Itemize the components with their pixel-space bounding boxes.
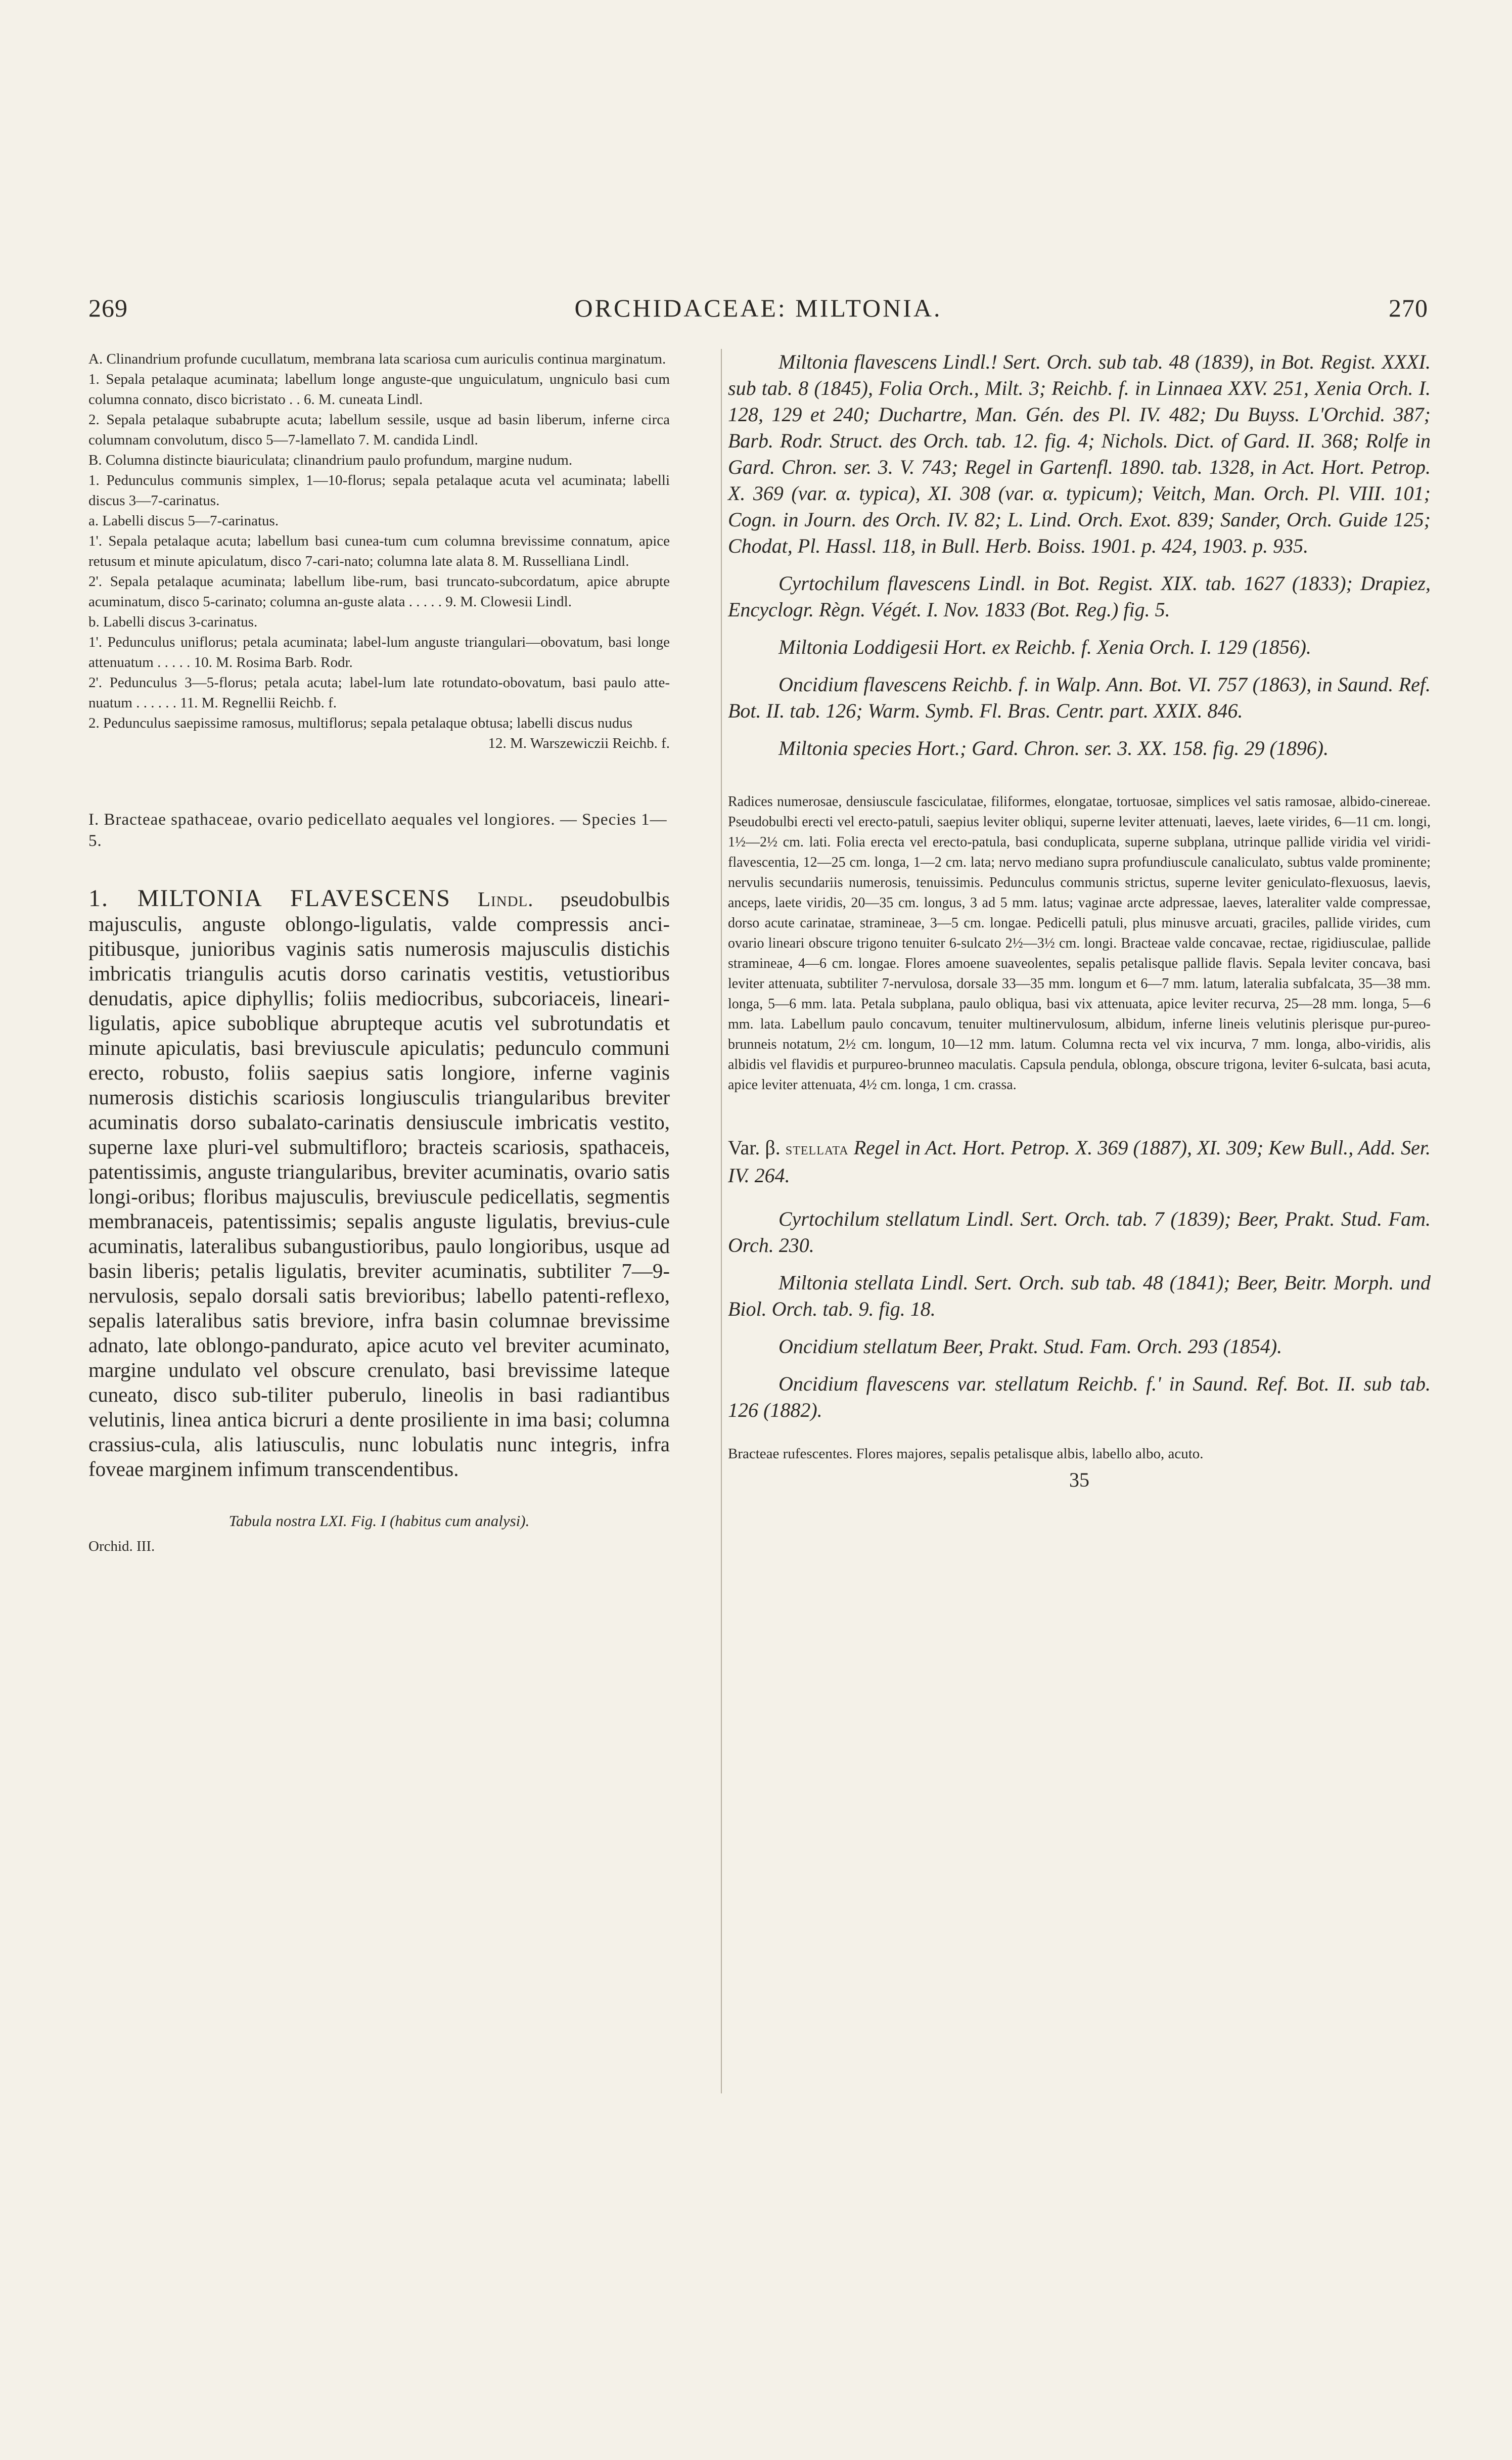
synonymy (728, 349, 1431, 762)
signature-mark: 35 (1069, 1468, 1089, 1491)
synonym-entry: Miltonia species Hort.; Gard. Chron. ser. 3. XX. 158. fig. 29 (1896). (778, 737, 1329, 759)
synonym-entry: Oncidium flavescens var. stellatum Reichb. f.' in Saund. Ref. Bot. II. sub tab. 126 (1882). (728, 1372, 1431, 1421)
synonym-entry: Oncidium flavescens Reichb. f. in Walp. Ann. Bot. VI. 757 (1863), in Saund. Ref. Bot. II. tab. 126; Warm. Symb. Fl. Bras. Centr. part. XXIX. 846. (728, 673, 1431, 722)
key-entry: B. Columna distincte biauriculata; clinandrium paulo profundum, margine nudum. (88, 452, 573, 468)
key-entry: A. Clinandrium profunde cucullatum, membrana lata scariosa cum auriculis continua marginatum. (88, 351, 666, 367)
page-number-right: 270 (1389, 294, 1428, 322)
key-entry: 2'. Pedunculus 3—5-florus; petala acuta; label-lum late rotundato-obovatum, basi paulo atte-nuatum . . . . . . 11. M. Regnellii Reichb. f. (88, 675, 670, 711)
key-entry: 2. Pedunculus saepissime ramosus, multiflorus; sepala petalaque obtusa; labelli discus nudus (88, 715, 633, 731)
right-column (728, 349, 1431, 1492)
column-divider (721, 349, 722, 2093)
synonym-entry: Miltonia Loddigesii Hort. ex Reichb. f. Xenia Orch. I. 129 (1856). (778, 636, 1311, 658)
key-entry: 1. Sepala petalaque acuminata; labellum longe anguste-que unguiculatum, ungniculo basi cum columna connato, disco bicristato . . 6. M. cuneata Lindl. (88, 371, 670, 408)
variety-synonymy (728, 1206, 1431, 1423)
species-title: 1. MILTONIA FLAVESCENS (88, 885, 451, 912)
key-entry: 2'. Sepala petalaque acuminata; labellum libe-rum, basi truncato-subcordatum, apice abrupte acuminatum, disco 5-carinato; columna an-guste alata . . . . . 9. M. Clowesii Lindl. (88, 573, 670, 610)
key-entry: 2. Sepala petalaque subabrupte acuta; labellum sessile, usque ad basin liberum, inferne circa columnam convolutum, disco 5—7-lamellato 7. M. candida Lindl. (88, 412, 670, 448)
synonym-entry: Oncidium stellatum Beer, Prakt. Stud. Fam. Orch. 293 (1854). (778, 1335, 1282, 1358)
page-number-left: 269 (88, 294, 128, 322)
synonym-entry: Miltonia stellata Lindl. Sert. Orch. sub tab. 48 (1841); Beer, Beitr. Morph. und Biol. Orch. tab. 9. fig. 18. (728, 1271, 1431, 1320)
key-entry: 12. M. Warszewiczii Reichb. f. (488, 735, 670, 751)
key-entry: b. Labelli discus 3-carinatus. (88, 614, 258, 630)
species-diagnosis: pseudobulbis majusculis, anguste oblongo-ligulatis, valde compressis anci-pitibusque, junioribus vaginis satis numerosis majusculis distichis imbricatis triangulis acutis dorso carinatis vestitis, vetustioribus denudatis, apice diphyllis; foliis mediocribus, subcoriaceis, lineari-ligulatis, apice suboblique abrupteque acutis vel subrotundatis et minute apiculatis, basi breviuscule apiculatis; pedunculo communi erecto, robusto, foliis saepius satis longiore, inferne vaginis numerosis distichis scariosis longiusculis triangularibus breviter acuminatis dorso subalato-carinatis densiuscule imbricatis vestito, superne laxe pluri-vel submultifloro; bracteis scariosis, spathaceis, patentissimis, anguste triangularibus, breviter acuminatis, ovario satis longi-oribus; floribus majusculis, breviuscule pedicellatis, segmentis membranaceis, patentissimis; sepalis anguste ligulatis, brevius-cule acuminatis, lateralibus subangustioribus, paulo longioribus, usque ad basin liberis; petalis ligulatis, breviter acuminatis, subtiliter 7—9-nervulosis, sepalo dorsali satis brevioribus; labello patenti-reflexo, sepalis lateralibus satis breviore, infra basin columnae brevissime adnato, late oblongo-pandurato, apice acuto vel breviter acuminato, margine undulato vel obscure crenulato, basi brevissime lateque cuneato, disco sub-tiliter puberulo, lineolis in basi radiantibus velutinis, linea antica bicruri a dente prosiliente in ima basi; columna crassius-cula, alis latiusculis, nunc lobulatis nunc integris, infra foveae marginem infimum transcendentibus. (88, 887, 670, 1481)
synonym-entry: Cyrtochilum flavescens Lindl. in Bot. Regist. XIX. tab. 1627 (1833); Drapiez, Encyclogr. Règn. Végét. I. Nov. 1833 (Bot. Reg.) fig. 5. (728, 572, 1431, 621)
running-header (88, 293, 1428, 322)
species-author: Lindl. (477, 887, 534, 911)
species-description (88, 886, 670, 1482)
variety-reference: Regel in Act. Hort. Petrop. X. 369 (1887), XI. 309; Kew Bull., Add. Ser. IV. 264. (728, 1136, 1431, 1187)
synonym-entry: Miltonia flavescens Lindl.! Sert. Orch. sub tab. 48 (1839), in Bot. Regist. XXXI. sub tab. 8 (1845), Folia Orch., Milt. 3; Reichb. f. in Linnaea XXV. 251, Xenia Orch. I. 128, 129 et 240; Duchartre, Man. Gén. des Pl. IV. 482; Du Buyss. L'Orchid. 387; Barb. Rodr. Struct. des Orch. tab. 12. fig. 4; Nichols. Dict. of Gard. II. 368; Rolfe in Gard. Chron. ser. 3. V. 743; Regel in Gartenfl. 1890. tab. 1328, in Act. Hort. Petrop. X. 369 (var. α. typica), XI. 308 (var. α. typicum); Veitch, Man. Orch. Pl. VIII. 101; Cogn. in Journ. des Orch. IV. 82; L. Lind. Orch. Exot. 839; Sander, Orch. Guide 125; Chodat, Pl. Hassl. 118, in Bull. Herb. Boiss. 1901. p. 424, 1903. p. 935. (728, 350, 1431, 557)
species-key (88, 349, 670, 753)
section-heading: I. Bracteae spathaceae, ovario pedicellato aequales vel longiores. — Species 1—5. (88, 811, 667, 850)
key-entry: 1. Pedunculus communis simplex, 1—10-florus; sepala petalaque acuta vel acuminata; labelli discus 3—7-carinatus. (88, 472, 670, 509)
variety-name: stellata (785, 1140, 849, 1158)
left-column (88, 349, 670, 1555)
variety-description: Bracteae rufescentes. Flores majores, sepalis petalisque albis, labello albo, acuto. (728, 1446, 1204, 1462)
detailed-description: Radices numerosae, densiuscule fasciculatae, filiformes, elongatae, tortuosae, simplices vel satis ramosae, albido-cinereae. Pseudobulbi erecti vel erecto-patuli, saepius leviter obliqui, superne leviter attenuati, laeves, laete virides, 6—11 cm. longi, 1½—2½ cm. lati. Folia erecta vel erecto-patula, basi conduplicata, superne subplana, utrinque pallide viridia vel viridi-flavescentia, 12—25 cm. longa, 1—2 cm. lata; nervo mediano supra profundiuscule canaliculato, subtus valde prominente; nervulis secundariis numerosis, tenuissimis. Pedunculus communis strictus, superne leviter geniculato-flexuosus, laevis, anceps, laete viridis, 20—35 cm. longus, 3 ad 5 mm. latus; vaginae arcte adpressae, laeves, lateraliter valde compressae, dorso acute carinatae, stramineae, 3—5 cm. longae. Pedicelli patuli, plus minusve arcuati, graciles, pallide virides, cum ovario lineari obscure trigono tenuiter 6-sulcato 2½—3½ cm. longi. Bracteae valde concavae, rectae, rigidiusculae, pallide stramineae, 4—6 cm. longae. Flores amoene suaveolentes, sepalis petalisque pallide flavis. Sepala leviter concava, basi leviter attenuata, subtiliter 7-nervulosa, dorsale 33—35 mm. longum et 6—7 mm. latum, lateralia subfalcata, 35—38 mm. longa, 5—6 mm. lata. Petala subplana, paulo obliqua, basi vix attenuata, apice leviter recurva, 25—28 mm. longa, 5—6 mm. lata. Labellum paulo concavum, tenuiter multinervulosum, albidum, inferne lineis velutinis plerisque pur-pureo-brunneis notatum, 2½ cm. longum, 10—12 mm. latum. Columna recta vel vix incurva, 7 mm. longa, albo-viridis, alis albidis vel flavidis et purpureo-brunneo maculatis. Capsula pendula, oblonga, obscure trigona, leviter 6-sulcata, basi acuta, apice leviter attenuata, 4½ cm. longa, 1 cm. crassa. (728, 794, 1431, 1093)
plate-caption: Tabula nostra LXI. Fig. I (habitus cum analysi). (228, 1512, 530, 1530)
variety-label: Var. β. (728, 1136, 781, 1159)
footer-signature: Orchid. III. (88, 1538, 155, 1554)
key-entry: a. Labelli discus 5—7-carinatus. (88, 513, 279, 529)
key-entry: 1'. Sepala petalaque acuta; labellum basi cunea-tum cum columna brevissime connatum, apice retusum et minute apiculatum, disco 7-cari-nato; columna late alata 8. M. Russelliana Lindl. (88, 533, 670, 569)
synonym-entry: Cyrtochilum stellatum Lindl. Sert. Orch. tab. 7 (1839); Beer, Prakt. Stud. Fam. Orch. 230. (728, 1207, 1431, 1257)
variety-heading (728, 1135, 1431, 1189)
running-title: ORCHIDACEAE: MILTONIA. (574, 294, 942, 322)
key-entry: 1'. Pedunculus uniflorus; petala acuminata; label-lum anguste triangulari—obovatum, basi longe attenuatum . . . . . 10. M. Rosima Barb. Rodr. (88, 634, 670, 670)
